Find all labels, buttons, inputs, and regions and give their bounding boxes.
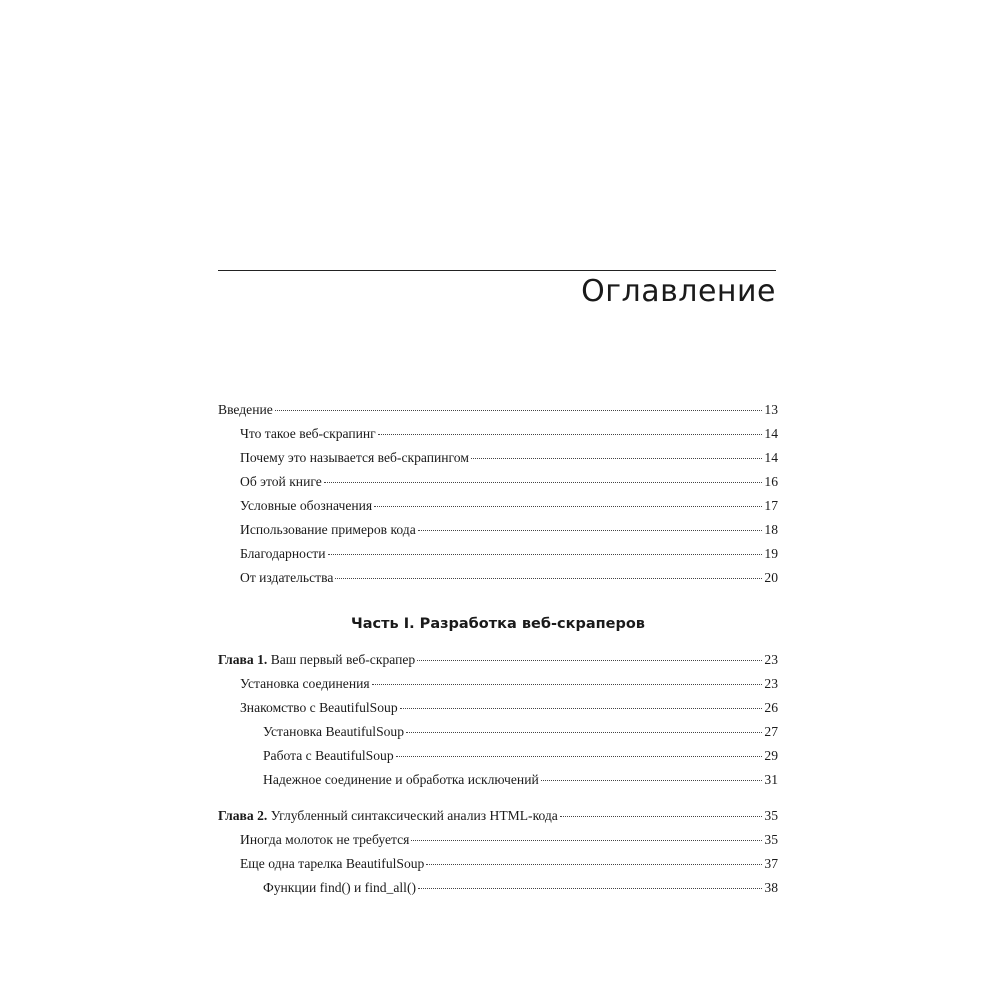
page-number: 20 (764, 570, 778, 585)
toc-entry-label (240, 422, 376, 446)
toc-entry-label (240, 542, 326, 566)
part-heading: Часть I. Разработка веб-скраперов (351, 616, 645, 632)
toc-entry-text: Ваш первый веб-скрапер (270, 652, 416, 667)
dot-leader (418, 530, 763, 531)
dot-leader (560, 816, 763, 817)
toc-entry-label (240, 470, 322, 494)
dot-leader (417, 660, 762, 661)
toc-entry[interactable] (218, 566, 778, 590)
toc-entry-label (218, 804, 558, 828)
intro-section (218, 398, 778, 590)
toc-entry[interactable] (218, 470, 778, 494)
toc-entry[interactable] (218, 876, 778, 900)
section-gap (218, 792, 778, 804)
toc-entry-text: Функции find() и find_all() (263, 880, 416, 895)
toc-entry[interactable] (218, 494, 778, 518)
toc-entry-text: Углубленный синтаксический анализ HTML-кода (270, 808, 558, 823)
toc-entry[interactable] (218, 648, 778, 672)
toc-entry-text: Благодарности (240, 546, 326, 561)
toc-entry-text: Почему это называется веб-скрапингом (240, 450, 469, 465)
toc-entry[interactable] (218, 398, 778, 422)
toc-entry-text: Введение (218, 402, 273, 417)
toc-entry[interactable] (218, 768, 778, 792)
toc-entry-text: Установка соединения (240, 676, 370, 691)
toc-entry-text: Работа с BeautifulSoup (263, 748, 394, 763)
dot-leader (400, 708, 763, 709)
chapter-1-section (218, 648, 778, 792)
dot-leader (541, 780, 763, 781)
chapter-2-section (218, 804, 778, 900)
dot-leader (426, 864, 762, 865)
dot-leader (396, 756, 763, 757)
toc-entry-label (240, 672, 370, 696)
page-number: 31 (764, 772, 778, 787)
toc-entry-text: Условные обозначения (240, 498, 373, 513)
toc-entry-label (263, 876, 416, 900)
toc-entry-text: От издательства (240, 570, 334, 585)
toc-entry[interactable] (218, 744, 778, 768)
title-rule (218, 270, 776, 271)
toc-entry[interactable] (218, 542, 778, 566)
page-number: 37 (764, 856, 778, 871)
dot-leader (471, 458, 762, 459)
page-number: 14 (764, 426, 778, 441)
dot-leader (335, 578, 762, 579)
chapter-number: Глава 2. (218, 808, 268, 823)
toc-entry[interactable] (218, 696, 778, 720)
toc-entry[interactable] (218, 518, 778, 542)
page-number: 26 (764, 700, 778, 715)
dot-leader (324, 482, 763, 483)
page-number: 19 (764, 546, 778, 561)
page-number: 29 (764, 748, 778, 763)
toc-entry[interactable] (218, 422, 778, 446)
toc-entry-label (240, 828, 409, 852)
toc-entry-label (240, 494, 372, 518)
toc-entry[interactable] (218, 720, 778, 744)
dot-leader (406, 732, 762, 733)
page-number: 27 (764, 724, 778, 739)
toc-entry-text: Иногда молоток не требуется (240, 832, 410, 847)
dot-leader (372, 684, 763, 685)
page-number: 35 (764, 832, 778, 847)
toc-entry-label (218, 398, 273, 422)
page-number: 35 (764, 808, 778, 823)
page-number: 23 (764, 652, 778, 667)
toc-entry-label (240, 696, 398, 720)
dot-leader (378, 434, 763, 435)
toc-entry[interactable] (218, 828, 778, 852)
table-of-contents (218, 398, 778, 900)
toc-entry-text: Знакомство с BeautifulSoup (240, 700, 398, 715)
toc-entry-label (218, 648, 415, 672)
toc-entry-label (240, 518, 416, 542)
toc-entry-text: Что такое веб-скрапинг (240, 426, 376, 441)
toc-entry-label (263, 744, 394, 768)
page-number: 17 (764, 498, 778, 513)
toc-entry-label (240, 446, 469, 470)
toc-entry[interactable] (218, 446, 778, 470)
dot-leader (275, 410, 763, 411)
page-number: 16 (764, 474, 778, 489)
toc-entry-text: Об этой книге (240, 474, 322, 489)
page-number: 13 (764, 402, 778, 417)
toc-entry-label (240, 852, 424, 876)
dot-leader (418, 888, 762, 889)
toc-entry[interactable] (218, 804, 778, 828)
page-number: 38 (764, 880, 778, 895)
toc-entry-label (263, 768, 539, 792)
toc-entry-text: Установка BeautifulSoup (263, 724, 405, 739)
toc-entry-label (240, 566, 333, 590)
page-number: 18 (764, 522, 778, 537)
toc-entry[interactable] (218, 672, 778, 696)
dot-leader (374, 506, 762, 507)
page-number: 23 (764, 676, 778, 691)
toc-entry-text: Надежное соединение и обработка исключений (263, 772, 539, 787)
chapter-number: Глава 1. (218, 652, 268, 667)
toc-entry-text: Использование примеров кода (240, 522, 416, 537)
toc-entry[interactable] (218, 852, 778, 876)
dot-leader (411, 840, 762, 841)
page-number: 14 (764, 450, 778, 465)
dot-leader (328, 554, 763, 555)
toc-entry-label (263, 720, 404, 744)
toc-entry-text: Еще одна тарелка BeautifulSoup (240, 856, 425, 871)
page-title: Оглавление (581, 274, 776, 309)
